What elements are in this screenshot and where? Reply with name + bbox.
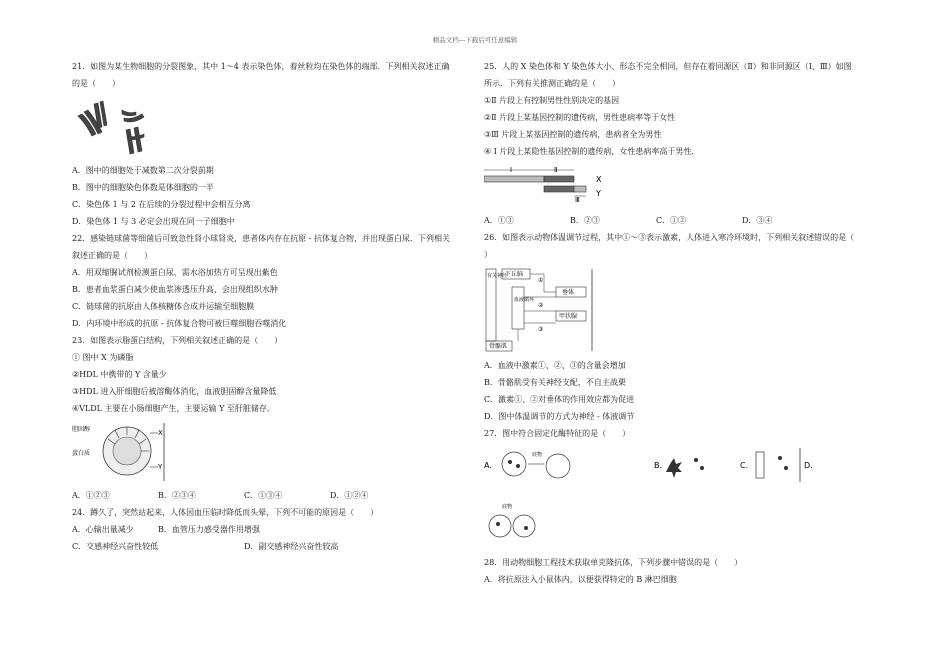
q25-stem: 25．人的 X 染色体和 Y 染色体大小、形态不完全相同，但存在着同源区（Ⅱ）和非同源区（Ⅰ、Ⅲ）如图 [484, 62, 852, 71]
q21-option-c: C．染色体 1 与 2 在后续的分裂过程中会相互分离 [72, 200, 251, 209]
q26-label-2: ② [538, 302, 544, 309]
q27-stem: 27．图中符合固定化酶特征的是（ ） [484, 429, 631, 438]
q21-stem-cont: 的是（ ） [72, 79, 120, 88]
page-header: 精品文档---下载后可任意编辑 [432, 36, 518, 44]
q27-label-substrate-d: 底物 [502, 504, 513, 510]
q23-option-b: B．②③④ [158, 491, 196, 500]
q24-options-row2 [72, 542, 467, 552]
q24-option-d: D．副交感神经兴奋性较高 [244, 542, 339, 551]
q23-option-a: A．①②③ [72, 491, 110, 500]
q23-label-x: X [158, 429, 163, 437]
q28-stem: 28．用动物细胞工程技术获取单克隆抗体，下列步骤中错误的是（ ） [484, 558, 743, 567]
q23-item-3: ③HDL 进入肝细胞后被溶酶体消化，血液胆固醇含量降低 [72, 387, 277, 396]
q25-label-i: Ⅰ [510, 166, 513, 174]
q25-item-4: ④ Ⅰ 片段上某隐性基因控制的遗传病，女性患病率高于男性． [484, 147, 700, 156]
q26-stem-cont: ） [484, 250, 492, 259]
q25-item-3: ③Ⅲ 片段上某基因控制的遗传病，患病者全为男性 [484, 130, 662, 139]
q26-label-blood: 血液循环 [514, 297, 535, 303]
q26-option-b: B．骨骼肌受有关神经支配，不自主战栗 [484, 378, 626, 387]
q25-options [484, 216, 879, 226]
q23-item-1: ① 图中 X 为磷脂 [72, 353, 134, 362]
q24-options-row1 [72, 525, 467, 535]
q25-option-a: A．①③ [484, 216, 514, 225]
q22-stem: 22．感染链球菌等细菌后可致急性肾小球肾炎，患者体内存在抗原 - 抗体复合物，并出现蛋白尿．下列相关 [72, 234, 450, 243]
q21-option-a: A．图中的细胞处于减数第二次分裂前期 [72, 166, 214, 175]
q27-option-a: A. [484, 461, 492, 470]
q26-label-hypothalamus: 下丘脑 [505, 271, 524, 278]
q26-label-nerve: 有关神经 [487, 273, 508, 279]
q23-stem: 23．如图表示脂蛋白结构，下列相关叙述正确的是（ ） [72, 336, 283, 345]
q26-label-pituitary: 垂体 [562, 289, 575, 296]
q25-xy-chromosome-figure [484, 164, 879, 208]
q22-option-b: B．患者血浆蛋白减少使血浆渗透压升高，会出现组织水肿 [72, 285, 278, 294]
q22-option-d: D．内环境中形成的抗原 - 抗体复合物可被巨噬细胞吞噬消化 [72, 319, 287, 328]
q21-chromosome-figure [72, 96, 467, 158]
q23-label-protein: 蛋白质 [72, 450, 91, 457]
q27-label-substrate-a: 底物 [532, 452, 543, 458]
q25-label-y: Y [596, 189, 601, 198]
q23-label-cholesterol: 胆固醇 [72, 426, 91, 433]
q27-option-b: B. [654, 461, 663, 470]
q27-option-d: D. [804, 461, 813, 470]
q25-label-x: X [596, 175, 602, 184]
q26-stem: 26．如图表示动物体温调节过程，其中①～③表示激素，人体进入寒冷环境时，下列相关叙述错误的是（ [484, 233, 855, 242]
q26-label-3: ③ [538, 326, 544, 333]
q21-stem: 21．如图为某生物细胞的分裂图象，其中 1～4 表示染色体，着丝粒均在染色体的端部．下列相关叙述正确 [72, 62, 450, 71]
q24-stem: 24．蹲久了，突然站起来，人体因血压临时降低而头晕，下列不可能的原因是（ ） [72, 508, 379, 517]
q26-option-a: A．血液中激素①、②、③的含量会增加 [484, 361, 626, 370]
q22-option-a: A．用双缩脲试剂检测蛋白尿，需水浴加热方可呈现出紫色 [72, 268, 278, 277]
q23-label-y: Y [158, 463, 163, 471]
q24-option-c: C．交感神经兴奋性较低 [72, 542, 159, 551]
q26-label-muscle: 骨骼肌 [489, 343, 508, 350]
q25-label-ii: Ⅱ [554, 166, 558, 174]
q21-option-b: B．图中的细胞染色体数是体细胞的一半 [72, 183, 214, 192]
q26-option-d: D．图中体温调节的方式为神经 - 体液调节 [484, 412, 635, 421]
left-column [72, 62, 467, 559]
q23-item-4: ④VLDL 主要在小肠细胞产生，主要运输 Y 至肝脏储存。 [72, 404, 275, 413]
q26-thermoregulation-figure [484, 267, 879, 353]
q23-item-2: ②HDL 中携带的 Y 含量少 [72, 370, 167, 379]
q25-label-iii: Ⅲ [575, 196, 580, 204]
q27-option-c: C. [740, 461, 749, 470]
right-column [484, 62, 879, 592]
q25-option-b: B．②③ [570, 216, 600, 225]
q21-option-d: D．染色体 1 与 3 必定会出现在同一子细胞中 [72, 217, 235, 226]
q26-label-1: ① [538, 277, 544, 284]
q23-options [72, 491, 467, 501]
q22-stem-cont: 叙述正确的是（ ） [72, 251, 152, 260]
q26-label-thyroid: 甲状腺 [559, 313, 578, 320]
q26-option-c: C．激素①、②对垂体的作用效应都为促进 [484, 395, 635, 404]
q25-item-1: ①Ⅱ 片段上有控制男性性别决定的基因 [484, 96, 620, 105]
q25-item-2: ②Ⅱ 片段上某基因控制的遗传病，男性患病率等于女性 [484, 113, 676, 122]
q23-option-d: D．①②④ [330, 491, 369, 500]
q25-option-c: C．①② [656, 216, 687, 225]
q28-option-a: A．将抗原注入小鼠体内，以便获得特定的 B 淋巴细胞 [484, 575, 677, 584]
q24-option-b: B．血管压力感受器作用增强 [158, 525, 260, 534]
q23-lipoprotein-figure [72, 421, 467, 483]
q22-option-c: C．链球菌的抗原由人体核糖体合成并运输至细胞膜 [72, 302, 255, 311]
q27-enzyme-figure [484, 446, 879, 550]
q25-stem-cont: 所示．下列有关推测正确的是（ ） [484, 79, 620, 88]
q24-option-a: A．心输出量减少 [72, 525, 134, 534]
q25-option-d: D．③④ [742, 216, 773, 225]
q23-option-c: C．①③④ [244, 491, 283, 500]
